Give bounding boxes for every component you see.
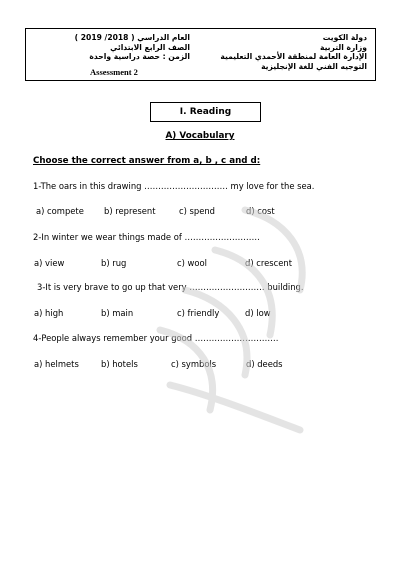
question-2: 2-In winter we wear things made of ……………………… bbox=[33, 232, 260, 242]
q1-option-a[interactable]: a) compete bbox=[36, 206, 84, 216]
question-1: 1-The oars in this drawing ………………………… my love for the sea. bbox=[33, 181, 315, 191]
question-3: 3-It is very brave to go up that very ……………………… building. bbox=[37, 282, 304, 292]
instruction: Choose the correct answer from a, b , c and d: bbox=[33, 156, 261, 166]
header-district: الإدارة العامة لمنطقة الأحمدي التعليمية bbox=[220, 52, 367, 62]
watermark-logo bbox=[140, 180, 330, 440]
question-4: 4-People always remember your good ………………………… bbox=[33, 333, 279, 343]
q2-option-d[interactable]: d) crescent bbox=[245, 258, 292, 268]
header-country: دولة الكويت bbox=[322, 33, 367, 42]
header-grade: الصف الرابع الابتدائي bbox=[110, 42, 190, 52]
section-subtitle-text: A) Vocabulary bbox=[165, 131, 235, 141]
header-time: الزمن : حصة دراسية واحدة bbox=[89, 52, 190, 62]
q1-option-b[interactable]: b) represent bbox=[104, 206, 156, 216]
q2-option-b[interactable]: b) rug bbox=[101, 258, 127, 268]
header-course-info bbox=[72, 33, 190, 62]
q4-option-b[interactable]: b) hotels bbox=[101, 359, 138, 369]
section-subtitle bbox=[0, 131, 400, 141]
q3-option-c[interactable]: c) friendly bbox=[177, 308, 220, 318]
header-department: التوجيه الفني للغة الإنجليزية bbox=[261, 61, 367, 71]
q3-option-a[interactable]: a) high bbox=[34, 308, 64, 318]
q1-option-d[interactable]: d) cost bbox=[246, 206, 275, 216]
section-title-box bbox=[150, 102, 261, 122]
header-institution bbox=[220, 33, 367, 71]
q3-option-d[interactable]: d) low bbox=[245, 308, 271, 318]
section-title: I. Reading bbox=[179, 107, 232, 117]
q4-option-d[interactable]: d) deeds bbox=[246, 359, 283, 369]
q2-option-a[interactable]: a) view bbox=[34, 258, 65, 268]
q1-option-c[interactable]: c) spend bbox=[179, 206, 215, 216]
q2-option-c[interactable]: c) wool bbox=[177, 258, 207, 268]
header-school-year: العام الدراسي ( 2018/ 2019 ) bbox=[74, 33, 190, 42]
header-assessment: Assessment 2 bbox=[90, 67, 138, 77]
header-ministry: وزارة التربية bbox=[319, 42, 367, 52]
q3-option-b[interactable]: b) main bbox=[101, 308, 134, 318]
q4-option-a[interactable]: a) helmets bbox=[34, 359, 79, 369]
header-box bbox=[25, 28, 376, 81]
q4-option-c[interactable]: c) symbols bbox=[171, 359, 217, 369]
